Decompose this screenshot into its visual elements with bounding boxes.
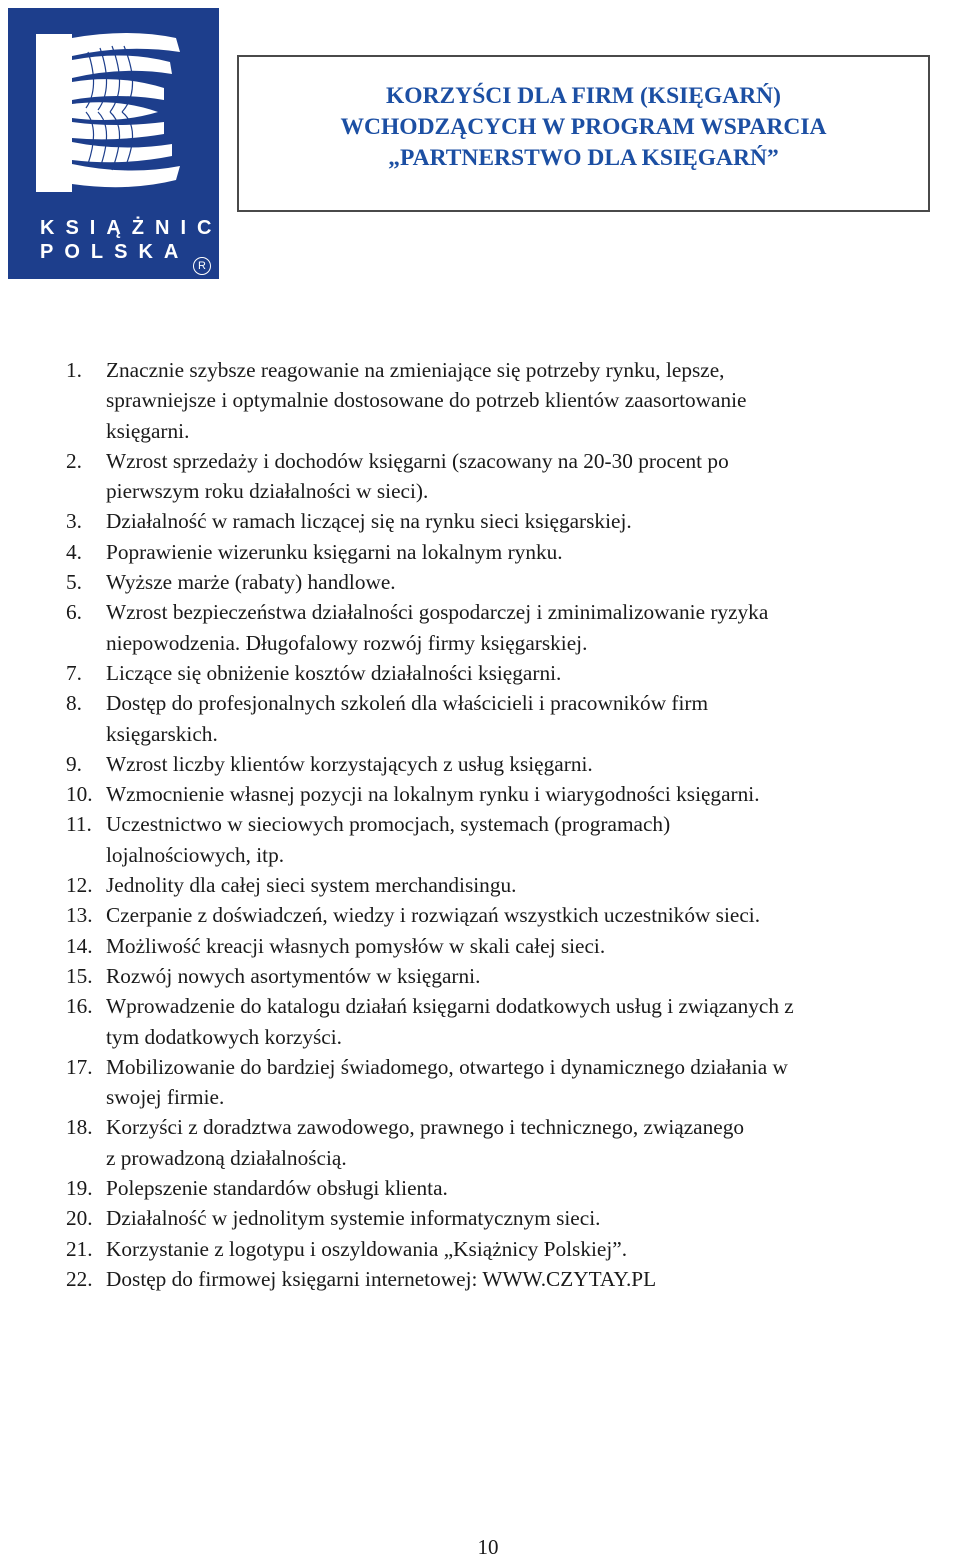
list-item bbox=[66, 961, 960, 991]
list-item bbox=[66, 597, 960, 658]
list-item-number: 11. bbox=[66, 812, 92, 837]
list-item-text: Dostęp do firmowej księgarni internetowej: WWW.CZYTAY.PL bbox=[106, 1266, 657, 1291]
list-item bbox=[66, 870, 960, 900]
list-item-text: Liczące się obniżenie kosztów działalności księgarni. bbox=[106, 660, 562, 685]
list-item-text: Jednolity dla całej sieci system merchandisingu. bbox=[106, 873, 517, 898]
list-item-text: Dostęp do profesjonalnych szkoleń dla właścicieli i pracowników firm księgarskich. bbox=[106, 691, 709, 746]
list-item-number: 7. bbox=[66, 660, 82, 685]
list-item bbox=[66, 1052, 960, 1113]
list-item-number: 8. bbox=[66, 691, 82, 716]
title-box bbox=[237, 55, 930, 212]
list-item bbox=[66, 1234, 960, 1264]
list-item bbox=[66, 931, 960, 961]
list-item-number: 20. bbox=[66, 1206, 93, 1231]
book-k-emblem-icon bbox=[8, 8, 219, 208]
list-item bbox=[66, 1112, 960, 1173]
list-item bbox=[66, 355, 960, 446]
list-item-text: Rozwój nowych asortymentów w księgarni. bbox=[106, 963, 481, 988]
list-item-text: Możliwość kreacji własnych pomysłów w skali całej sieci. bbox=[106, 933, 606, 958]
list-item-number: 2. bbox=[66, 448, 82, 473]
title-line-3: „PARTNERSTWO DLA KSIĘGARŃ” bbox=[388, 145, 779, 171]
list-item-number: 10. bbox=[66, 782, 93, 807]
list-item bbox=[66, 900, 960, 930]
list-item-number: 9. bbox=[66, 751, 82, 776]
list-item-number: 17. bbox=[66, 1054, 93, 1079]
list-item-number: 12. bbox=[66, 873, 93, 898]
list-item-number: 6. bbox=[66, 600, 82, 625]
list-item-text: Wprowadzenie do katalogu działań księgarni dodatkowych usług i związanych z tym dodatkowych korzyści. bbox=[106, 994, 794, 1049]
page-title bbox=[341, 81, 827, 174]
list-item-number: 3. bbox=[66, 509, 82, 534]
list-item-text: Polepszenie standardów obsługi klienta. bbox=[106, 1176, 448, 1201]
list-item bbox=[66, 506, 960, 536]
logo-text-line2: POLSKA bbox=[40, 241, 190, 263]
list-item-text: Wzrost bezpieczeństwa działalności gospodarczej i zminimalizowanie ryzyka niepowodzenia. Długofalowy rozwój firmy księgarskiej. bbox=[106, 600, 769, 655]
list-item-text: Znacznie szybsze reagowanie na zmieniające się potrzeby rynku, lepsze, sprawniejsze i optymalnie dostosowane do potrzeb klientów zaasortowanie księgarni. bbox=[106, 358, 747, 443]
list-item-text: Uczestnictwo w sieciowych promocjach, systemach (programach) lojalnościowych, itp. bbox=[106, 812, 671, 867]
registered-trademark-icon: R bbox=[193, 257, 211, 275]
title-line-1: KORZYŚCI DLA FIRM (KSIĘGARŃ) bbox=[386, 83, 781, 109]
list-item-number: 14. bbox=[66, 933, 93, 958]
list-item bbox=[66, 749, 960, 779]
logo-text-line1: KSIĄŻNICA bbox=[40, 217, 248, 239]
list-item-text: Działalność w jednolitym systemie informatycznym sieci. bbox=[106, 1206, 601, 1231]
list-item-number: 15. bbox=[66, 963, 93, 988]
list-item-text: Wyższe marże (rabaty) handlowe. bbox=[106, 570, 396, 595]
list-item-number: 18. bbox=[66, 1115, 93, 1140]
list-item-text: Czerpanie z doświadczeń, wiedzy i rozwiązań wszystkich uczestników sieci. bbox=[106, 903, 761, 928]
list-item bbox=[66, 779, 960, 809]
list-item-text: Poprawienie wizerunku księgarni na lokalnym rynku. bbox=[106, 539, 563, 564]
list-item bbox=[66, 688, 960, 749]
list-item bbox=[66, 991, 960, 1052]
list-item bbox=[66, 567, 960, 597]
list-item bbox=[66, 809, 960, 870]
list-item-number: 22. bbox=[66, 1266, 93, 1291]
list-item-text: Wzrost sprzedaży i dochodów księgarni (szacowany na 20-30 procent po pierwszym roku działalności w sieci). bbox=[106, 448, 729, 504]
list-item-text: Korzystanie z logotypu i oszyldowania „Książnicy Polskiej”. bbox=[106, 1236, 628, 1261]
list-item-text: Wzmocnienie własnej pozycji na lokalnym rynku i wiarygodności księgarni. bbox=[106, 782, 760, 807]
list-item bbox=[66, 1173, 960, 1203]
list-item-number: 4. bbox=[66, 539, 82, 564]
page-number: 10 bbox=[477, 1535, 499, 1559]
list-item bbox=[66, 1264, 960, 1294]
list-item-text: Mobilizowanie do bardziej świadomego, otwartego i dynamicznego działania w swojej firmie. bbox=[106, 1054, 788, 1110]
list-item-text: Wzrost liczby klientów korzystających z usług księgarni. bbox=[106, 751, 593, 776]
list-item-number: 5. bbox=[66, 570, 82, 595]
list-item bbox=[66, 658, 960, 688]
title-line-2: WCHODZĄCYCH W PROGRAM WSPARCIA bbox=[340, 114, 827, 140]
benefits-list bbox=[66, 355, 960, 1294]
list-item bbox=[66, 1203, 960, 1233]
list-item bbox=[66, 446, 960, 507]
list-item-number: 19. bbox=[66, 1176, 93, 1201]
list-item-text: Korzyści z doradztwa zawodowego, prawnego i technicznego, związanego z prowadzoną działalnością. bbox=[106, 1115, 745, 1170]
list-item-number: 13. bbox=[66, 903, 93, 928]
list-item bbox=[66, 537, 960, 567]
list-item-number: 1. bbox=[66, 358, 82, 382]
list-item-number: 16. bbox=[66, 994, 93, 1019]
list-item-number: 21. bbox=[66, 1236, 93, 1261]
list-item-text: Działalność w ramach liczącej się na rynku sieci księgarskiej. bbox=[106, 509, 632, 534]
ksiaznica-polska-logo bbox=[8, 8, 248, 279]
